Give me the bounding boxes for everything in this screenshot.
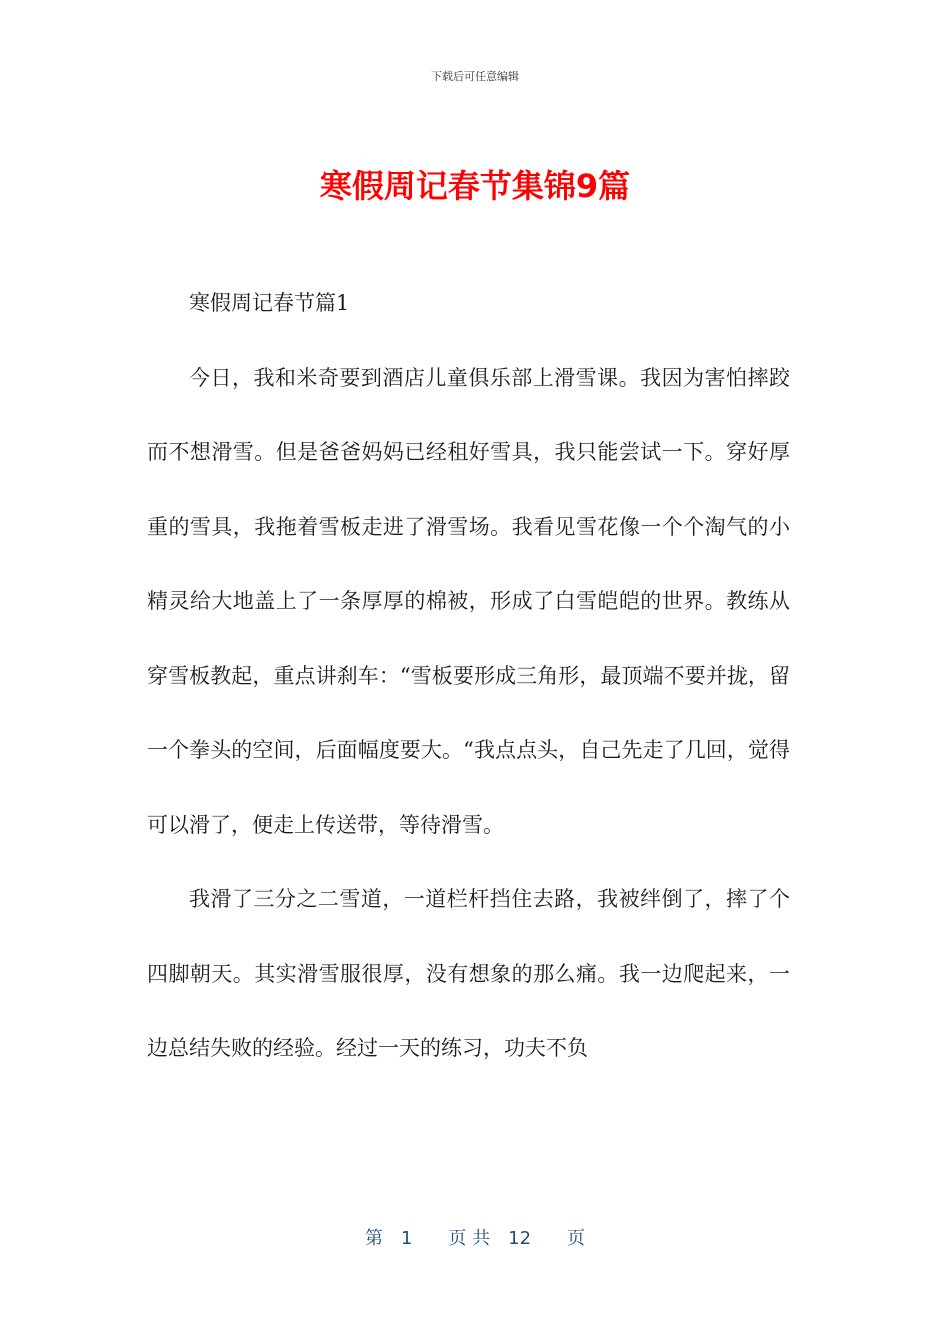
paragraph-1: 今日，我和米奇要到酒店儿童俱乐部上滑雪课。我因为害怕摔跤而不想滑雪。但是爸爸妈妈已经租好雪具，我只能尝试一下。穿好厚重的雪具，我拖着雪板走进了滑雪场。我看见雪花像一个个淘气的小精灵给大地盖上了一条厚厚的棉被，形成了白雪皑皑的世界。教练从穿雪板教起，重点讲刹车：“雪板要形成三角形，最顶端不要并拢，留一个拳头的空间，后面幅度要大。“我点点头，自己先走了几回，觉得可以滑了，便走上传送带，等待滑雪。 — [147, 365, 790, 837]
document-title: 寒假周记春节集锦9篇 — [319, 167, 631, 206]
section-heading: 寒假周记春节篇1 — [189, 291, 350, 315]
paragraph-2: 我滑了三分之二雪道，一道栏杆挡住去路，我被绊倒了，摔了个四脚朝天。其实滑雪服很厚，没有想象的那么痛。我一边爬起来，一边总结失败的经验。经过一天的练习，功夫不负 — [147, 887, 790, 1060]
document-body — [147, 266, 790, 1086]
header-note: 下载后可任意编辑 — [431, 70, 519, 83]
page-number-footer: 第 1 页 共 12 页 — [364, 1228, 586, 1249]
